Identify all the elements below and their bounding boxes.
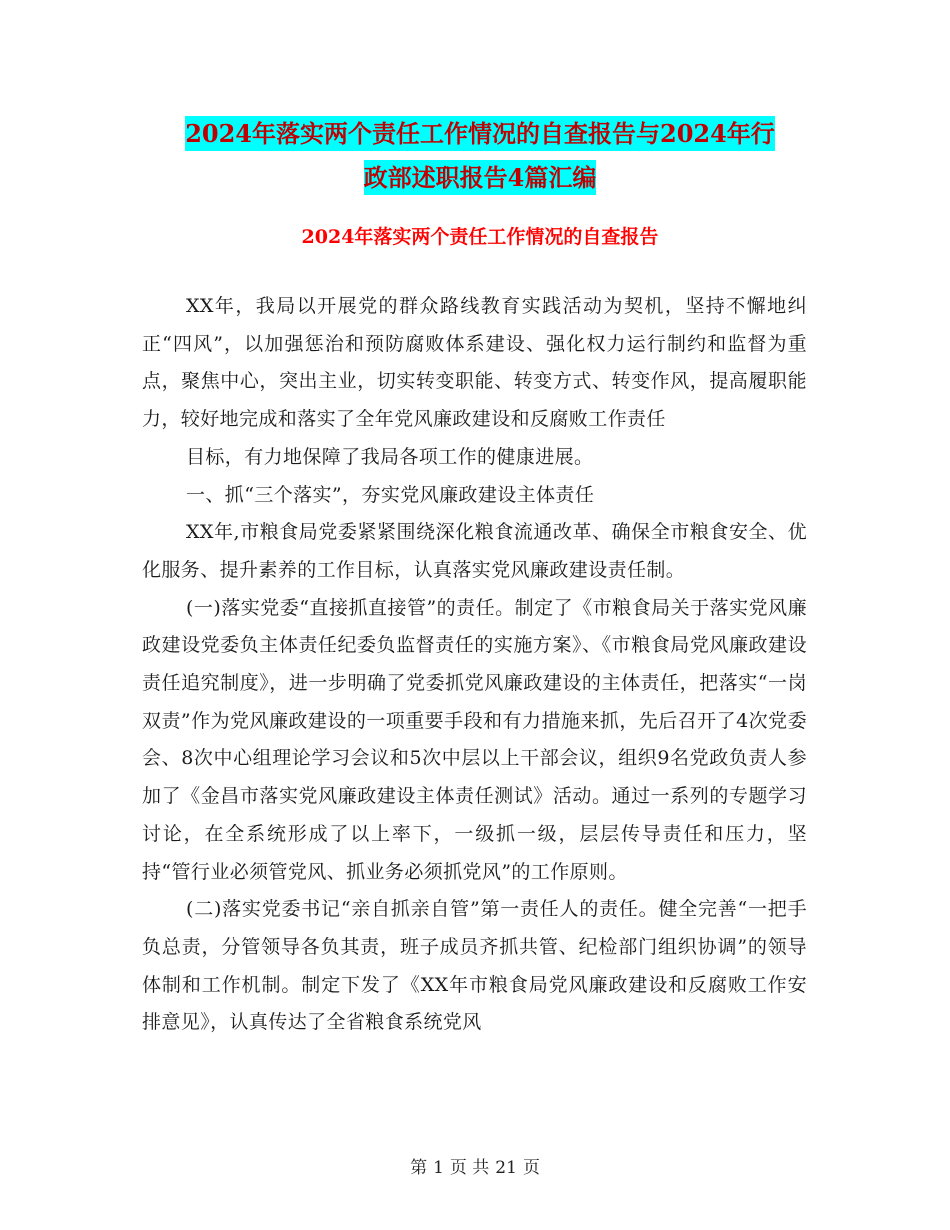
paragraph: XX年，我局以开展党的群众路线教育实践活动为契机，坚持不懈地纠正“四风”，以加强惩治和预防腐败体系建设、强化权力运行制约和监督为重点，聚焦中心，突出主业，切实转变职能、转变方式、转变作风，提高履职能力，较好地完成和落实了全年党风廉政建设和反腐败工作责任 bbox=[142, 295, 807, 431]
footer-suffix: 页 bbox=[522, 1158, 540, 1178]
document-body bbox=[142, 288, 807, 1042]
page-number: 1 bbox=[433, 1158, 444, 1178]
paragraph: XX年,市粮食局党委紧紧围绕深化粮食流通改革、确保全市粮食安全、优化服务、提升素养的工作目标，认真落实党风廉政建设责任制。 bbox=[142, 521, 807, 581]
page-total: 21 bbox=[495, 1158, 517, 1178]
paragraph: 目标，有力地保障了我局各项工作的健康进展。 bbox=[186, 445, 594, 468]
section-title: 2024年落实两个责任工作情况的自查报告 bbox=[301, 226, 659, 248]
title-line-2: 政部述职报告4篇汇编 bbox=[364, 160, 597, 195]
footer-middle: 页 共 bbox=[449, 1158, 490, 1178]
heading-paragraph: 一、抓“三个落实”，夯实党风廉政建设主体责任 bbox=[186, 483, 595, 506]
title-line-1: 2024年落实两个责任工作情况的自查报告与2024年行 bbox=[185, 116, 775, 151]
page-footer bbox=[0, 1153, 950, 1178]
paragraph: (一)落实党委“直接抓直接管”的责任。制定了《市粮食局关于落实党风廉政建设党委负主体责任纪委负监督责任的实施方案》、《市粮食局党风廉政建设责任追究制度》，进一步明确了党委抓党风廉政建设的主体责任，把落实“一岗双责”作为党风廉政建设的一项重要手段和有力措施来抓，先后召开了4次党委会、8次中心组理论学习会议和5次中层以上干部会议，组织9名党政负责人参加了《金昌市落实党风廉政建设主体责任测试》活动。通过一系列的专题学习讨论，在全系统形成了以上率下，一级抓一级，层层传导责任和压力，坚持“管行业必须管党风、抓业务必须抓党风”的工作原则。 bbox=[142, 596, 807, 883]
paragraph: (二)落实党委书记“亲自抓亲自管”第一责任人的责任。健全完善“一把手负总责，分管领导各负其责，班子成员齐抓共管、纪检部门组织协调”的领导体制和工作机制。制定下发了《XX年市粮食局党风廉政建设和反腐败工作安排意见》，认真传达了全省粮食系统党风 bbox=[142, 898, 807, 1034]
document-title bbox=[140, 112, 820, 200]
footer-prefix: 第 bbox=[410, 1158, 428, 1178]
